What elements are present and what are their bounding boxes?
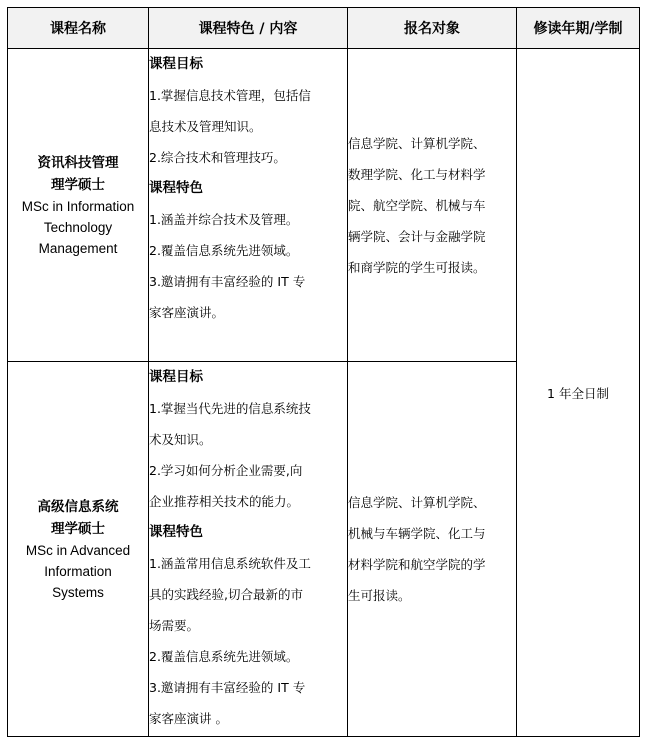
feature-line: 3.邀请拥有丰富经验的 IT 专 (149, 680, 306, 695)
table-header-row (8, 8, 640, 49)
feature-line: 家客座演讲。 (149, 305, 225, 320)
header-target-students: 报名对象 (348, 8, 517, 49)
course-name-en: Management (38, 240, 118, 256)
target-line: 机械与车辆学院、化工与 (348, 526, 486, 541)
feature-title: 课程特色 (149, 180, 203, 196)
goal-line: 1.掌握信息技术管理，包括信 (149, 88, 311, 103)
goal-line: 息技术及管理知识。 (149, 119, 262, 134)
goal-title: 课程目标 (149, 56, 203, 72)
course-name-en: MSc in Advanced (25, 542, 131, 558)
feature-line: 具的实践经验,切合最新的市 (149, 587, 303, 602)
feature-line: 2.覆盖信息系统先进领域。 (149, 243, 299, 258)
target-line: 信息学院、计算机学院、 (348, 495, 486, 510)
table-row (8, 49, 640, 362)
course-name-cn: 高级信息系统 (37, 498, 119, 515)
goal-line: 企业推荐相关技术的能力。 (149, 494, 300, 509)
target-line: 材料学院和航空学院的学 (348, 557, 486, 572)
feature-title: 课程特色 (149, 524, 203, 540)
course-name-en: Systems (52, 584, 104, 600)
course-features-cell (149, 362, 348, 737)
course-name-en: MSc in Information (21, 198, 135, 214)
feature-line: 1.涵盖并综合技术及管理。 (149, 212, 299, 227)
feature-line: 1.涵盖常用信息系统软件及工 (149, 556, 311, 571)
header-duration: 修读年期/学制 (517, 8, 640, 49)
course-name-en: Technology (43, 219, 113, 235)
feature-line: 3.邀请拥有丰富经验的 IT 专 (149, 274, 306, 289)
target-line: 院、航空学院、机械与车 (348, 197, 486, 213)
target-line: 和商学院的学生可报读。 (348, 259, 486, 275)
goal-line: 1.掌握当代先进的信息系统技 (149, 401, 311, 416)
goal-line: 2.综合技术和管理技巧。 (149, 150, 286, 165)
feature-line: 场需要。 (149, 618, 200, 633)
course-features-cell (149, 49, 348, 362)
feature-line: 2.覆盖信息系统先进领域。 (149, 649, 299, 664)
course-name-cn: 资讯科技管理 (37, 154, 119, 171)
target-students-cell (348, 49, 517, 362)
duration-cell: 1 年全日制 (517, 49, 640, 737)
course-name-cell (8, 49, 149, 362)
course-name-cn: 理学硕士 (51, 176, 105, 193)
header-course-name: 课程名称 (8, 8, 149, 49)
goal-line: 术及知识。 (149, 432, 212, 447)
course-name-cell (8, 362, 149, 737)
header-course-features: 课程特色 / 内容 (149, 8, 348, 49)
target-line: 信息学院、计算机学院、 (348, 135, 486, 151)
target-line: 生可报读。 (348, 588, 411, 603)
goal-title: 课程目标 (149, 369, 203, 385)
course-name-cn: 理学硕士 (51, 520, 105, 537)
target-students-cell (348, 362, 517, 737)
target-line: 数理学院、化工与材料学 (348, 166, 486, 182)
feature-line: 家客座演讲 。 (149, 711, 228, 726)
goal-line: 2.学习如何分析企业需要,向 (149, 463, 303, 478)
program-table (7, 7, 640, 737)
course-name-en: Information (44, 563, 112, 579)
target-line: 辆学院、会计与金融学院 (348, 228, 486, 244)
